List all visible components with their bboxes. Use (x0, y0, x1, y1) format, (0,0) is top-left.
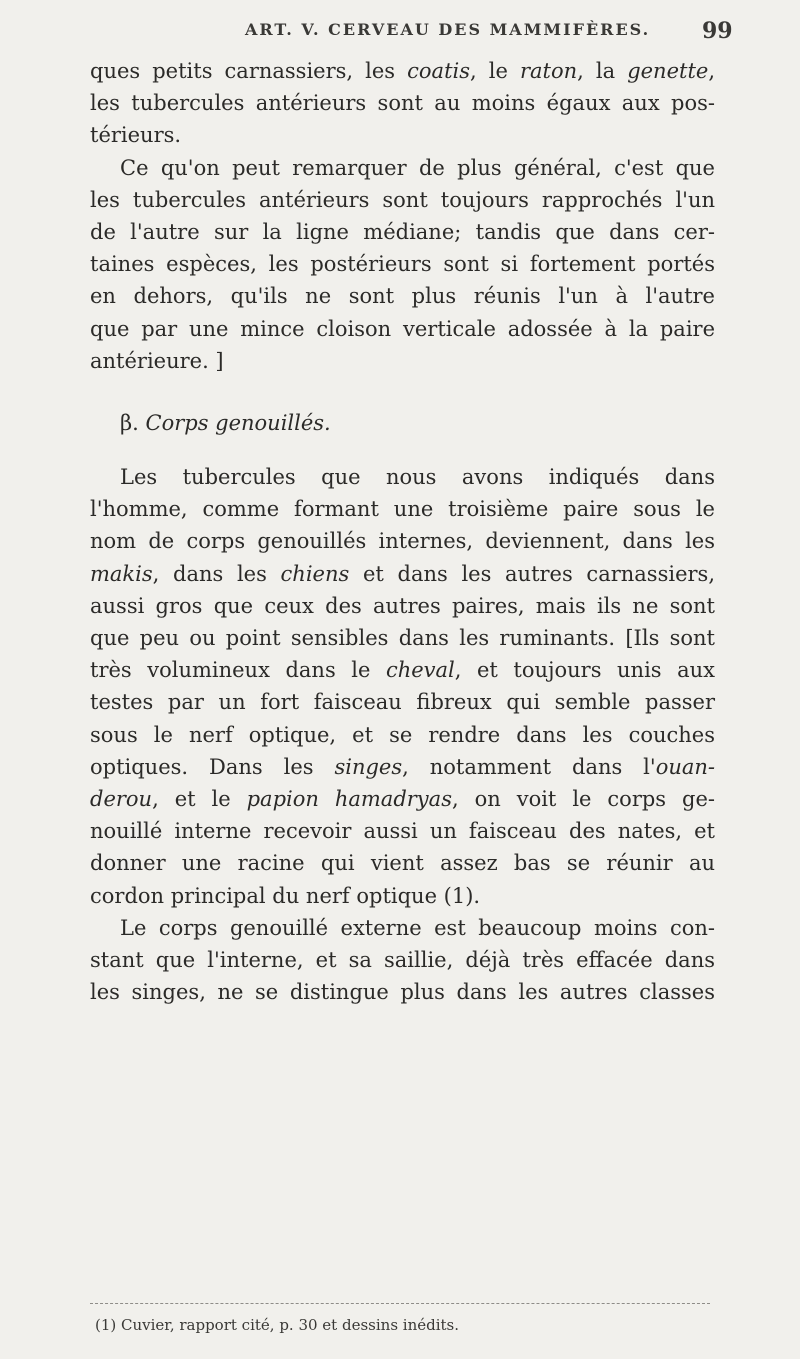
section-marker: β. (120, 410, 146, 435)
text-line: en dehors, qu'ils ne sont plus réunis l'un à l'autre (90, 284, 715, 309)
text-line: l'homme, comme formant une troisième paire sous le (90, 497, 715, 522)
section-title: Corps genouillés. (145, 410, 331, 435)
spacer (90, 439, 715, 461)
text-line: testes par un fort faisceau fibreux qui semble passer (90, 690, 715, 715)
text-line: sous le nerf optique, et se rendre dans les couches (90, 722, 715, 747)
italic-term: genette (627, 59, 709, 83)
text-line: stant que l'interne, et sa saillie, déjà très effacée dans (90, 947, 715, 972)
text-line: térieurs. (90, 123, 182, 148)
paragraph-2 (90, 152, 715, 377)
text-span: , et toujours unis aux (454, 658, 715, 683)
text-line: les tubercules antérieurs sont au moins égaux aux pos- (90, 91, 715, 116)
text-line (90, 783, 715, 815)
text-line: cordon principal du nerf optique (1). (90, 883, 481, 908)
text-span: , notamment dans l' (402, 754, 656, 779)
text-span: , la (577, 59, 628, 83)
text-span: , on voit le corps ge- (451, 786, 715, 811)
text-span: , le (470, 59, 520, 83)
page-header (0, 18, 800, 42)
text-line: nouillé interne recevoir aussi un faisceau des nates, et (90, 819, 715, 844)
text-line: Ce qu'on peut remarquer de plus général, c'est que (120, 155, 715, 180)
text-line (90, 55, 715, 87)
footnote-divider (90, 1303, 710, 1304)
italic-term: singes (334, 754, 403, 779)
text-span: très volumineux dans le (90, 658, 386, 683)
text-line (90, 654, 715, 686)
text-line (90, 558, 715, 590)
text-line (90, 751, 715, 783)
text-line: les singes, ne se distingue plus dans les autres classes (90, 980, 715, 1005)
italic-term: ouan- (655, 754, 715, 779)
paragraph-4 (90, 912, 715, 1009)
text-line: Le corps genouillé externe est beaucoup moins con- (120, 915, 715, 940)
text-line: aussi gros que ceux des autres paires, mais ils ne sont (90, 593, 715, 618)
text-span: ques petits carnassiers, les (90, 59, 408, 83)
text-span: , dans les (152, 561, 281, 586)
text-span: , (708, 59, 716, 83)
text-line: taines espèces, les postérieurs sont si fortement portés (90, 252, 715, 277)
text-line: que peu ou point sensibles dans les ruminants. [Ils sont (90, 626, 715, 650)
text-line: que par une mince cloison verticale adossée à la paire (90, 316, 715, 341)
paragraph-1 (90, 55, 715, 152)
running-head: ART. V. CERVEAU DES MAMMIFÈRES. (245, 20, 651, 39)
italic-term: chiens (280, 561, 350, 586)
text-line: Les tubercules que nous avons indiqués dans (120, 465, 715, 490)
text-line: antérieure. ] (90, 348, 224, 373)
text-line: donner une racine qui vient assez bas se réunir au (90, 851, 715, 876)
italic-term: coatis (407, 59, 471, 83)
text-line: les tubercules antérieurs sont toujours rapprochés l'un (90, 187, 715, 212)
text-span: et dans les autres carnassiers, (349, 561, 715, 586)
italic-term: derou (90, 786, 153, 811)
page-number: 99 (702, 18, 733, 44)
text-span: optiques. Dans les (90, 754, 335, 779)
footnote: (1) Cuvier, rapport cité, p. 30 et dessins inédits. (95, 1316, 460, 1334)
italic-term: cheval (385, 658, 455, 683)
italic-term: makis (90, 561, 153, 586)
text-line: nom de corps genouillés internes, deviennent, dans les (90, 529, 715, 554)
italic-term: papion hamadryas (246, 786, 452, 811)
text-span: , et le (152, 786, 247, 811)
paragraph-3 (90, 461, 715, 912)
text-line: de l'autre sur la ligne médiane; tandis que dans cer- (90, 219, 715, 244)
spacer (90, 377, 715, 407)
italic-term: raton (519, 59, 578, 83)
section-heading (90, 407, 715, 439)
body-text (90, 55, 715, 1008)
